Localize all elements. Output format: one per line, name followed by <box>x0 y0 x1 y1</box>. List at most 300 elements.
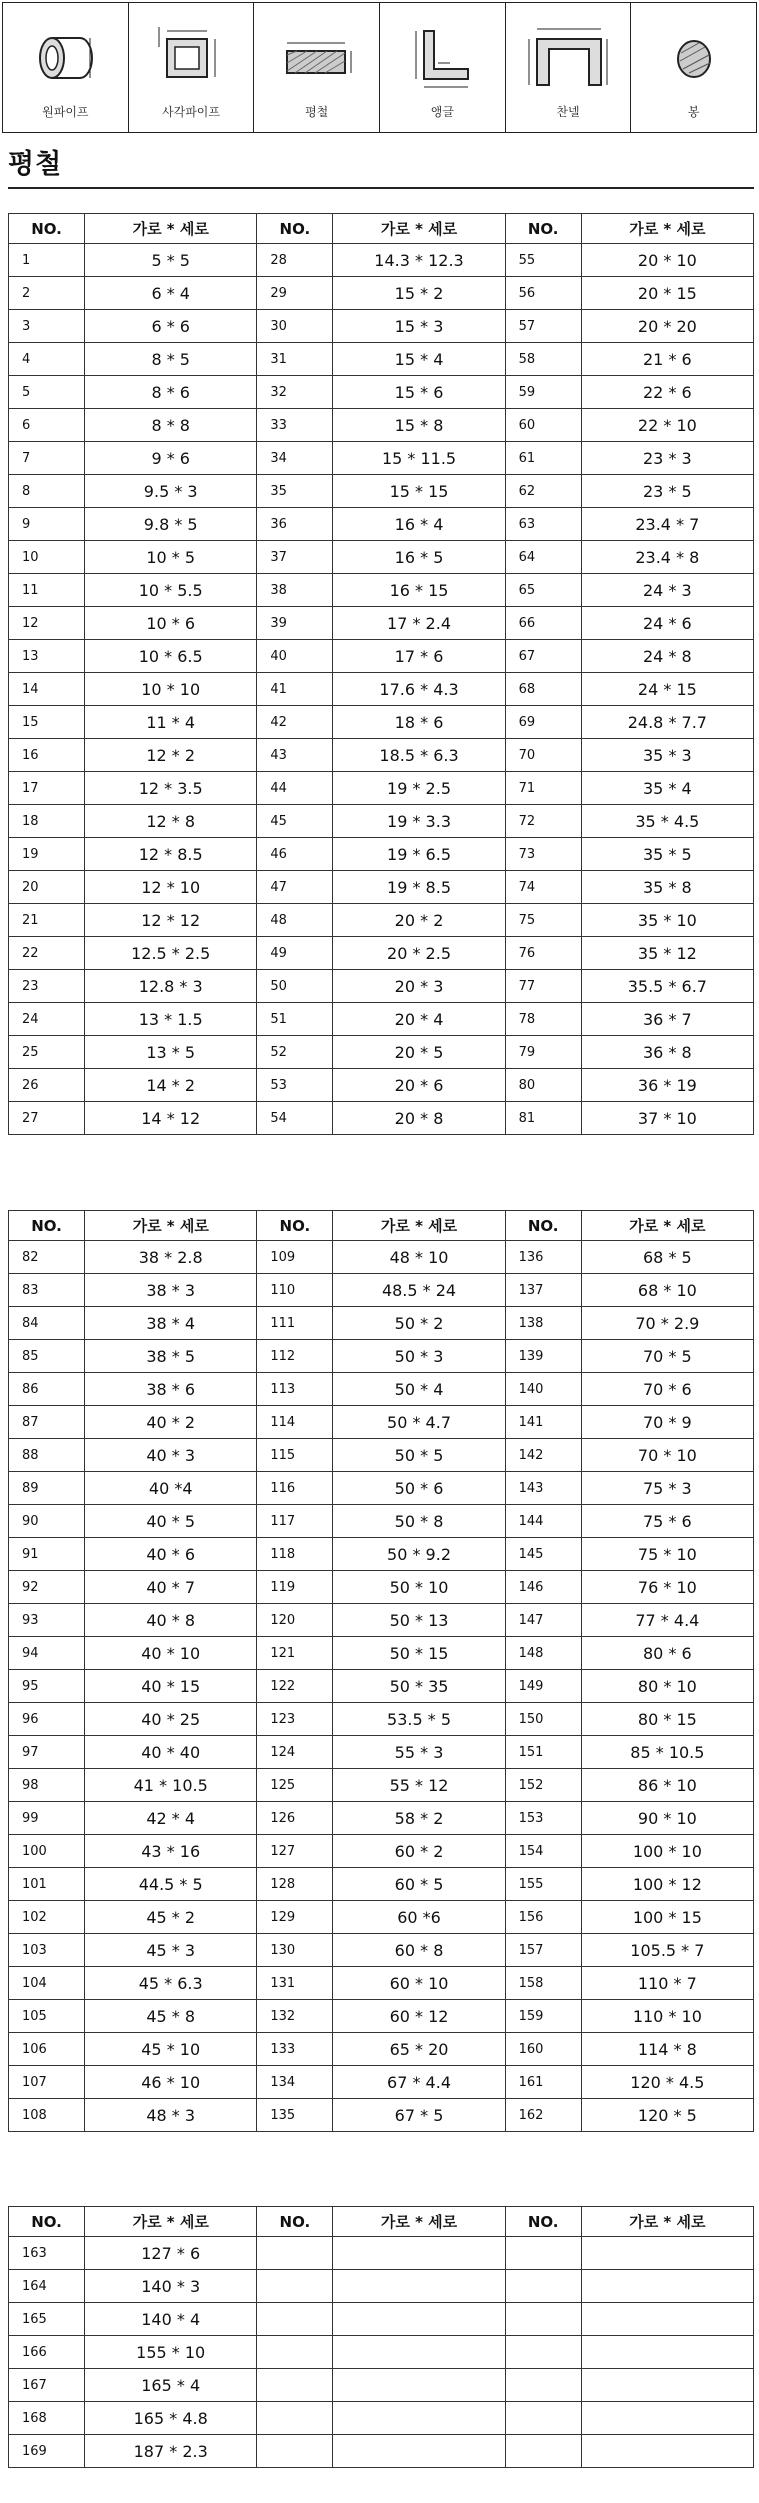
item-number-cell: 44 <box>257 772 333 805</box>
table-row <box>9 1439 754 1472</box>
item-number-cell: 70 <box>505 739 581 772</box>
header-size: 가로 * 세로 <box>581 2207 753 2237</box>
header-no: NO. <box>9 1211 85 1241</box>
item-number-cell <box>257 2369 333 2402</box>
size-cell: 110 * 7 <box>581 1967 753 2000</box>
category-angle[interactable] <box>380 3 506 132</box>
item-number-cell: 20 <box>9 871 85 904</box>
size-cell: 13 * 1.5 <box>85 1003 257 1036</box>
size-cell: 48.5 * 24 <box>333 1274 505 1307</box>
size-cell: 9.5 * 3 <box>85 475 257 508</box>
item-number-cell: 135 <box>257 2099 333 2132</box>
size-cell: 16 * 15 <box>333 574 505 607</box>
size-cell: 40 * 2 <box>85 1406 257 1439</box>
table-header-row <box>9 2207 754 2237</box>
item-number-cell <box>505 2237 581 2270</box>
item-number-cell: 126 <box>257 1802 333 1835</box>
size-cell: 8 * 6 <box>85 376 257 409</box>
size-cell: 165 * 4 <box>85 2369 257 2402</box>
item-number-cell: 72 <box>505 805 581 838</box>
size-cell: 110 * 10 <box>581 2000 753 2033</box>
table-row <box>9 442 754 475</box>
table-row <box>9 508 754 541</box>
size-cell: 20 * 15 <box>581 277 753 310</box>
item-number-cell: 24 <box>9 1003 85 1036</box>
header-no: NO. <box>505 2207 581 2237</box>
category-flat-bar[interactable] <box>254 3 380 132</box>
item-number-cell <box>257 2336 333 2369</box>
size-cell: 20 * 2 <box>333 904 505 937</box>
item-number-cell: 46 <box>257 838 333 871</box>
table-row <box>9 1736 754 1769</box>
item-number-cell: 38 <box>257 574 333 607</box>
table-header-row <box>9 1211 754 1241</box>
item-number-cell: 51 <box>257 1003 333 1036</box>
table-row <box>9 772 754 805</box>
item-number-cell: 100 <box>9 1835 85 1868</box>
size-cell: 48 * 10 <box>333 1241 505 1274</box>
item-number-cell: 27 <box>9 1102 85 1135</box>
size-cell: 50 * 13 <box>333 1604 505 1637</box>
size-cell: 12 * 12 <box>85 904 257 937</box>
item-number-cell: 2 <box>9 277 85 310</box>
table-row <box>9 2336 754 2369</box>
size-cell: 35 * 5 <box>581 838 753 871</box>
item-number-cell: 58 <box>505 343 581 376</box>
table-row <box>9 343 754 376</box>
item-number-cell: 62 <box>505 475 581 508</box>
table-row <box>9 475 754 508</box>
item-number-cell: 65 <box>505 574 581 607</box>
item-number-cell: 121 <box>257 1637 333 1670</box>
table-row <box>9 2303 754 2336</box>
item-number-cell: 50 <box>257 970 333 1003</box>
item-number-cell: 21 <box>9 904 85 937</box>
size-cell: 76 * 10 <box>581 1571 753 1604</box>
item-number-cell: 18 <box>9 805 85 838</box>
size-cell: 80 * 6 <box>581 1637 753 1670</box>
size-cell: 120 * 5 <box>581 2099 753 2132</box>
size-cell: 16 * 5 <box>333 541 505 574</box>
size-cell: 19 * 6.5 <box>333 838 505 871</box>
table-row <box>9 871 754 904</box>
size-cell <box>581 2402 753 2435</box>
size-cell: 140 * 3 <box>85 2270 257 2303</box>
size-cell: 12 * 8.5 <box>85 838 257 871</box>
item-number-cell: 166 <box>9 2336 85 2369</box>
table-row <box>9 574 754 607</box>
item-number-cell: 129 <box>257 1901 333 1934</box>
size-cell <box>581 2435 753 2468</box>
size-cell: 60 * 5 <box>333 1868 505 1901</box>
size-cell: 40 * 40 <box>85 1736 257 1769</box>
item-number-cell: 138 <box>505 1307 581 1340</box>
item-number-cell: 13 <box>9 640 85 673</box>
size-cell: 41 * 10.5 <box>85 1769 257 1802</box>
header-size: 가로 * 세로 <box>85 214 257 244</box>
channel-icon <box>523 23 613 97</box>
item-number-cell: 10 <box>9 541 85 574</box>
item-number-cell <box>257 2270 333 2303</box>
size-cell: 23.4 * 8 <box>581 541 753 574</box>
size-cell: 46 * 10 <box>85 2066 257 2099</box>
size-cell: 80 * 10 <box>581 1670 753 1703</box>
item-number-cell <box>505 2336 581 2369</box>
size-cell: 12 * 10 <box>85 871 257 904</box>
size-cell: 20 * 5 <box>333 1036 505 1069</box>
item-number-cell: 141 <box>505 1406 581 1439</box>
size-cell: 35 * 4 <box>581 772 753 805</box>
size-cell: 40 * 15 <box>85 1670 257 1703</box>
item-number-cell: 132 <box>257 2000 333 2033</box>
size-cell <box>333 2369 505 2402</box>
table-row <box>9 1505 754 1538</box>
item-number-cell: 162 <box>505 2099 581 2132</box>
item-number-cell: 128 <box>257 1868 333 1901</box>
size-cell: 20 * 8 <box>333 1102 505 1135</box>
size-cell: 50 * 8 <box>333 1505 505 1538</box>
size-cell: 12 * 3.5 <box>85 772 257 805</box>
size-cell: 50 * 4 <box>333 1373 505 1406</box>
item-number-cell: 12 <box>9 607 85 640</box>
category-label: 봉 <box>687 105 700 119</box>
size-cell: 100 * 12 <box>581 1868 753 1901</box>
item-number-cell: 86 <box>9 1373 85 1406</box>
item-number-cell: 37 <box>257 541 333 574</box>
item-number-cell: 35 <box>257 475 333 508</box>
item-number-cell: 149 <box>505 1670 581 1703</box>
category-round-bar[interactable] <box>631 3 756 132</box>
size-cell: 40 * 5 <box>85 1505 257 1538</box>
item-number-cell: 120 <box>257 1604 333 1637</box>
header-no: NO. <box>257 2207 333 2237</box>
item-number-cell: 34 <box>257 442 333 475</box>
item-number-cell: 73 <box>505 838 581 871</box>
size-cell: 75 * 10 <box>581 1538 753 1571</box>
item-number-cell: 82 <box>9 1241 85 1274</box>
item-number-cell: 79 <box>505 1036 581 1069</box>
item-number-cell: 156 <box>505 1901 581 1934</box>
spec-table-1 <box>8 213 754 1135</box>
item-number-cell: 16 <box>9 739 85 772</box>
item-number-cell: 146 <box>505 1571 581 1604</box>
item-number-cell: 41 <box>257 673 333 706</box>
size-cell <box>581 2369 753 2402</box>
item-number-cell: 123 <box>257 1703 333 1736</box>
size-cell <box>333 2237 505 2270</box>
item-number-cell: 152 <box>505 1769 581 1802</box>
item-number-cell: 94 <box>9 1637 85 1670</box>
header-no: NO. <box>505 214 581 244</box>
item-number-cell: 158 <box>505 1967 581 2000</box>
item-number-cell: 75 <box>505 904 581 937</box>
size-cell: 20 * 20 <box>581 310 753 343</box>
item-number-cell: 125 <box>257 1769 333 1802</box>
size-cell <box>333 2270 505 2303</box>
size-cell: 14.3 * 12.3 <box>333 244 505 277</box>
size-cell: 6 * 4 <box>85 277 257 310</box>
item-number-cell: 85 <box>9 1340 85 1373</box>
size-cell: 35 * 10 <box>581 904 753 937</box>
item-number-cell: 99 <box>9 1802 85 1835</box>
size-cell: 85 * 10.5 <box>581 1736 753 1769</box>
size-cell: 37 * 10 <box>581 1102 753 1135</box>
table-row <box>9 1703 754 1736</box>
size-cell: 40 * 3 <box>85 1439 257 1472</box>
item-number-cell: 29 <box>257 277 333 310</box>
size-cell: 20 * 10 <box>581 244 753 277</box>
table-row <box>9 1604 754 1637</box>
item-number-cell: 165 <box>9 2303 85 2336</box>
item-number-cell: 57 <box>505 310 581 343</box>
size-cell: 70 * 2.9 <box>581 1307 753 1340</box>
size-cell: 38 * 5 <box>85 1340 257 1373</box>
size-cell: 45 * 3 <box>85 1934 257 1967</box>
header-no: NO. <box>9 214 85 244</box>
item-number-cell: 147 <box>505 1604 581 1637</box>
category-channel[interactable] <box>506 3 632 132</box>
size-cell: 38 * 2.8 <box>85 1241 257 1274</box>
size-cell: 22 * 10 <box>581 409 753 442</box>
size-cell: 8 * 8 <box>85 409 257 442</box>
item-number-cell: 43 <box>257 739 333 772</box>
size-cell: 14 * 12 <box>85 1102 257 1135</box>
size-cell: 60 * 10 <box>333 1967 505 2000</box>
item-number-cell: 102 <box>9 1901 85 1934</box>
item-number-cell: 151 <box>505 1736 581 1769</box>
size-cell: 24 * 8 <box>581 640 753 673</box>
category-round-pipe[interactable] <box>3 3 129 132</box>
table-row <box>9 1637 754 1670</box>
size-cell: 50 * 15 <box>333 1637 505 1670</box>
size-cell: 50 * 2 <box>333 1307 505 1340</box>
size-cell: 42 * 4 <box>85 1802 257 1835</box>
table-row <box>9 2369 754 2402</box>
size-cell: 15 * 11.5 <box>333 442 505 475</box>
table-row <box>9 1868 754 1901</box>
table-row <box>9 376 754 409</box>
item-number-cell: 106 <box>9 2033 85 2066</box>
size-cell <box>581 2270 753 2303</box>
table-row <box>9 1036 754 1069</box>
size-cell <box>333 2402 505 2435</box>
table-row <box>9 739 754 772</box>
size-cell: 10 * 10 <box>85 673 257 706</box>
table-row <box>9 1670 754 1703</box>
size-cell: 140 * 4 <box>85 2303 257 2336</box>
size-cell: 24.8 * 7.7 <box>581 706 753 739</box>
size-cell: 45 * 10 <box>85 2033 257 2066</box>
size-cell: 24 * 15 <box>581 673 753 706</box>
item-number-cell: 93 <box>9 1604 85 1637</box>
size-cell: 38 * 3 <box>85 1274 257 1307</box>
item-number-cell <box>257 2435 333 2468</box>
square-pipe-icon <box>151 23 231 93</box>
size-cell: 19 * 3.3 <box>333 805 505 838</box>
size-cell: 43 * 16 <box>85 1835 257 1868</box>
item-number-cell: 77 <box>505 970 581 1003</box>
item-number-cell: 19 <box>9 838 85 871</box>
size-cell: 45 * 8 <box>85 2000 257 2033</box>
item-number-cell: 3 <box>9 310 85 343</box>
item-number-cell: 61 <box>505 442 581 475</box>
item-number-cell: 131 <box>257 1967 333 2000</box>
item-number-cell: 89 <box>9 1472 85 1505</box>
table-row <box>9 1340 754 1373</box>
size-cell: 12 * 2 <box>85 739 257 772</box>
size-cell: 9 * 6 <box>85 442 257 475</box>
size-cell: 80 * 15 <box>581 1703 753 1736</box>
size-cell: 6 * 6 <box>85 310 257 343</box>
item-number-cell: 68 <box>505 673 581 706</box>
header-no: NO. <box>505 1211 581 1241</box>
item-number-cell: 53 <box>257 1069 333 1102</box>
item-number-cell: 76 <box>505 937 581 970</box>
round-bar-icon <box>659 23 729 93</box>
item-number-cell: 127 <box>257 1835 333 1868</box>
size-cell: 53.5 * 5 <box>333 1703 505 1736</box>
table-row <box>9 310 754 343</box>
spec-table-2 <box>8 1210 754 2132</box>
size-cell: 50 * 35 <box>333 1670 505 1703</box>
item-number-cell: 96 <box>9 1703 85 1736</box>
size-cell: 50 * 6 <box>333 1472 505 1505</box>
size-cell: 15 * 15 <box>333 475 505 508</box>
item-number-cell: 25 <box>9 1036 85 1069</box>
size-cell: 35 * 3 <box>581 739 753 772</box>
item-number-cell: 6 <box>9 409 85 442</box>
size-cell: 58 * 2 <box>333 1802 505 1835</box>
item-number-cell: 60 <box>505 409 581 442</box>
table-row <box>9 2099 754 2132</box>
size-cell: 12.5 * 2.5 <box>85 937 257 970</box>
table-row <box>9 1274 754 1307</box>
size-cell: 19 * 8.5 <box>333 871 505 904</box>
size-cell: 17 * 6 <box>333 640 505 673</box>
item-number-cell: 22 <box>9 937 85 970</box>
item-number-cell: 84 <box>9 1307 85 1340</box>
table-row <box>9 1835 754 1868</box>
size-cell: 48 * 3 <box>85 2099 257 2132</box>
category-square-pipe[interactable] <box>129 3 255 132</box>
size-cell: 17 * 2.4 <box>333 607 505 640</box>
item-number-cell: 23 <box>9 970 85 1003</box>
header-size: 가로 * 세로 <box>333 214 505 244</box>
size-cell: 55 * 12 <box>333 1769 505 1802</box>
header-no: NO. <box>257 1211 333 1241</box>
size-cell <box>333 2336 505 2369</box>
size-cell: 187 * 2.3 <box>85 2435 257 2468</box>
item-number-cell: 159 <box>505 2000 581 2033</box>
item-number-cell: 28 <box>257 244 333 277</box>
size-cell: 36 * 8 <box>581 1036 753 1069</box>
header-size: 가로 * 세로 <box>85 2207 257 2237</box>
item-number-cell: 163 <box>9 2237 85 2270</box>
size-cell: 100 * 10 <box>581 1835 753 1868</box>
size-cell: 70 * 6 <box>581 1373 753 1406</box>
header-size: 가로 * 세로 <box>333 1211 505 1241</box>
item-number-cell: 148 <box>505 1637 581 1670</box>
item-number-cell: 168 <box>9 2402 85 2435</box>
size-cell <box>581 2303 753 2336</box>
item-number-cell: 130 <box>257 1934 333 1967</box>
item-number-cell: 154 <box>505 1835 581 1868</box>
table-row <box>9 1571 754 1604</box>
item-number-cell: 26 <box>9 1069 85 1102</box>
size-cell: 38 * 4 <box>85 1307 257 1340</box>
item-number-cell: 164 <box>9 2270 85 2303</box>
item-number-cell: 42 <box>257 706 333 739</box>
size-cell: 21 * 6 <box>581 343 753 376</box>
size-cell: 86 * 10 <box>581 1769 753 1802</box>
item-number-cell: 95 <box>9 1670 85 1703</box>
item-number-cell: 92 <box>9 1571 85 1604</box>
item-number-cell <box>505 2402 581 2435</box>
size-cell: 13 * 5 <box>85 1036 257 1069</box>
size-cell: 20 * 6 <box>333 1069 505 1102</box>
item-number-cell: 109 <box>257 1241 333 1274</box>
size-cell: 18.5 * 6.3 <box>333 739 505 772</box>
size-cell: 114 * 8 <box>581 2033 753 2066</box>
item-number-cell: 142 <box>505 1439 581 1472</box>
size-cell: 45 * 2 <box>85 1901 257 1934</box>
table-row <box>9 2270 754 2303</box>
header-size: 가로 * 세로 <box>581 1211 753 1241</box>
item-number-cell: 157 <box>505 1934 581 1967</box>
item-number-cell: 78 <box>505 1003 581 1036</box>
size-cell: 70 * 9 <box>581 1406 753 1439</box>
item-number-cell: 107 <box>9 2066 85 2099</box>
size-cell: 60 * 8 <box>333 1934 505 1967</box>
table-header-row <box>9 214 754 244</box>
item-number-cell: 59 <box>505 376 581 409</box>
item-number-cell: 63 <box>505 508 581 541</box>
size-cell: 23 * 5 <box>581 475 753 508</box>
item-number-cell: 36 <box>257 508 333 541</box>
header-size: 가로 * 세로 <box>333 2207 505 2237</box>
size-cell: 15 * 8 <box>333 409 505 442</box>
item-number-cell: 56 <box>505 277 581 310</box>
item-number-cell: 111 <box>257 1307 333 1340</box>
item-number-cell: 144 <box>505 1505 581 1538</box>
item-number-cell: 104 <box>9 1967 85 2000</box>
size-cell: 20 * 3 <box>333 970 505 1003</box>
item-number-cell: 150 <box>505 1703 581 1736</box>
item-number-cell <box>257 2303 333 2336</box>
size-cell: 77 * 4.4 <box>581 1604 753 1637</box>
size-cell: 70 * 5 <box>581 1340 753 1373</box>
size-cell: 35 * 4.5 <box>581 805 753 838</box>
item-number-cell: 8 <box>9 475 85 508</box>
size-cell: 40 * 6 <box>85 1538 257 1571</box>
size-cell: 70 * 10 <box>581 1439 753 1472</box>
category-label: 원파이프 <box>42 105 89 119</box>
spec-table-3 <box>8 2206 754 2468</box>
item-number-cell: 98 <box>9 1769 85 1802</box>
size-cell: 35 * 12 <box>581 937 753 970</box>
table-row <box>9 1406 754 1439</box>
item-number-cell: 49 <box>257 937 333 970</box>
table-row <box>9 1069 754 1102</box>
item-number-cell: 14 <box>9 673 85 706</box>
item-number-cell: 83 <box>9 1274 85 1307</box>
size-cell: 24 * 6 <box>581 607 753 640</box>
size-cell: 68 * 5 <box>581 1241 753 1274</box>
size-cell: 36 * 7 <box>581 1003 753 1036</box>
size-cell: 10 * 5 <box>85 541 257 574</box>
item-number-cell: 9 <box>9 508 85 541</box>
table-row <box>9 1802 754 1835</box>
